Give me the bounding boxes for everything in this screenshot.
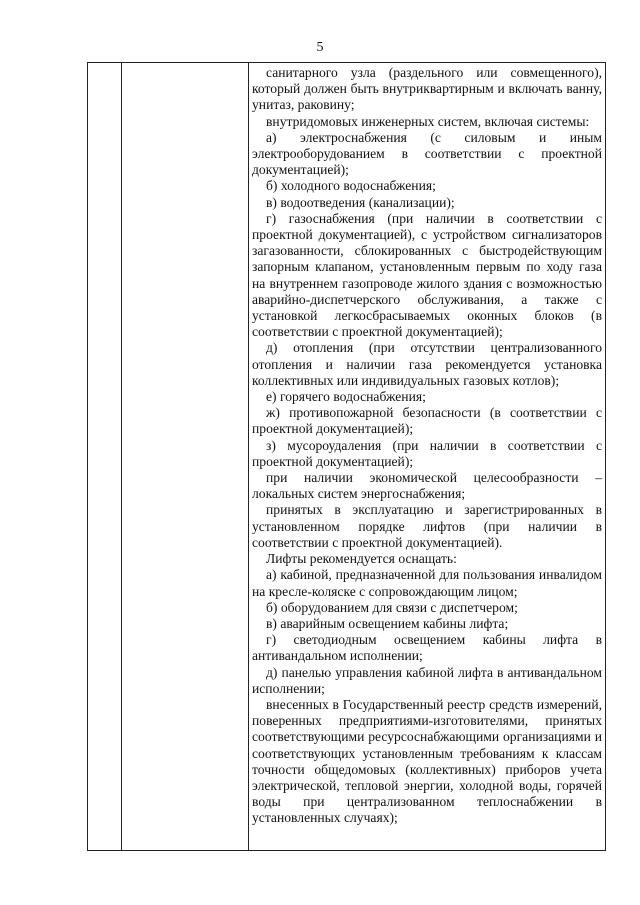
paragraph: в) аварийным освещением кабины лифта; bbox=[266, 615, 509, 631]
paragraph: в) водоотведения (канализации); bbox=[266, 194, 455, 210]
paragraph: е) горячего водоснабжения; bbox=[266, 389, 426, 405]
table-cell-name bbox=[122, 63, 249, 851]
paragraph: г) светодиодным освещением кабины лифта в антивандальном исполнении; bbox=[252, 632, 602, 664]
paragraph: д) отопления (при отсутствии централизованного отопления и наличии газа рекомендуется установка коллективных или индивидуальных газовых котлов); bbox=[252, 340, 602, 388]
table-cell-requirements bbox=[249, 63, 606, 851]
requirements-text bbox=[249, 63, 605, 827]
paragraph: б) холодного водоснабжения; bbox=[266, 178, 436, 194]
page-number: 5 bbox=[316, 40, 324, 55]
paragraph: б) оборудованием для связи с диспетчером; bbox=[266, 599, 518, 615]
paragraph: внесенных в Государственный реестр средств измерений, поверенных предприятиями-изготовителями, принятых соответствующими ресурсоснабжающими организациями и соответствующих установленным требованиям к классам точности общедомовых (коллективных) приборов учета электрической, тепловой энергии, холодной воды, горячей воды при централизованном теплоснабжении в установленных случаях); bbox=[252, 696, 602, 826]
paragraph: внутридомовых инженерных систем, включая системы: bbox=[266, 113, 590, 129]
paragraph: Лифты рекомендуется оснащать: bbox=[266, 551, 457, 567]
paragraph: санитарного узла (раздельного или совмещенного), который должен быть внутриквартирным и включать ванну, унитаз, раковину; bbox=[252, 65, 602, 113]
paragraph: а) электроснабжения (с силовым и иным электрооборудованием в соответствии с проектной документацией); bbox=[252, 129, 602, 178]
paragraph: при наличии экономической целесообразности – локальных систем энергоснабжения; bbox=[252, 470, 602, 502]
paragraph: а) кабиной, предназначенной для пользования инвалидом на кресле-коляске с сопровождающим лицом; bbox=[252, 567, 602, 599]
paragraph: г) газоснабжения (при наличии в соответствии с проектной документацией), с устройством сигнализаторов загазованности, сблокированных с быстродействующим запорным клапаном, установленным первым по ходу газа на внутреннем газопроводе жилого здания с возможностью аварийно-диспетчерского обслуживания, а также с установкой легкосбрасываемых оконных блоков (в соответствии с проектной документацией); bbox=[252, 210, 602, 340]
table-row bbox=[88, 63, 606, 851]
document-table bbox=[87, 62, 606, 851]
paragraph: принятых в эксплуатацию и зарегистрированных в установленном порядке лифтов (при наличии в соответствии с проектной документацией). bbox=[252, 502, 602, 550]
paragraph: з) мусороудаления (при наличии в соответствии с проектной документацией); bbox=[252, 437, 602, 469]
table-cell-number bbox=[88, 63, 122, 851]
paragraph: д) панелью управления кабиной лифта в антивандальном исполнении; bbox=[252, 664, 602, 696]
paragraph: ж) противопожарной безопасности (в соответствии с проектной документацией); bbox=[252, 405, 602, 437]
